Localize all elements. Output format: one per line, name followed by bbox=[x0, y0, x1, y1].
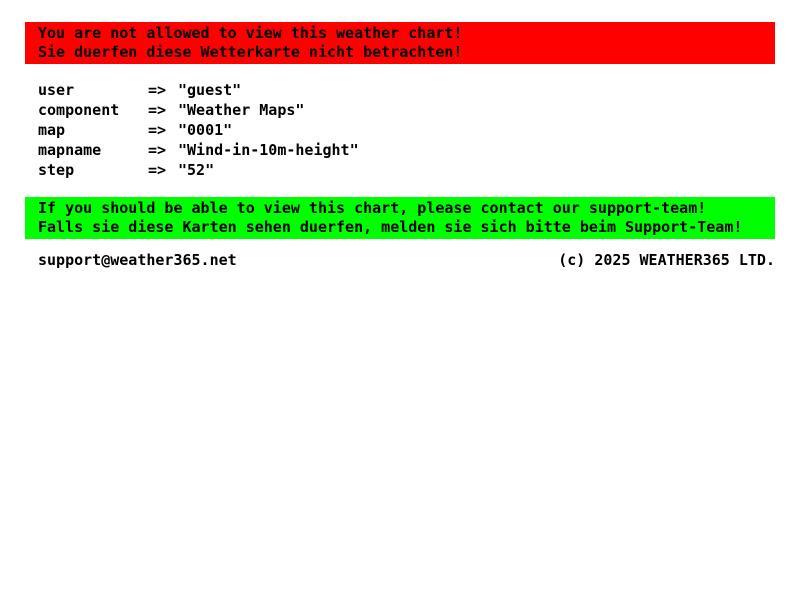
arrow-glyph: => bbox=[148, 161, 167, 179]
detail-value: "Weather Maps" bbox=[178, 101, 305, 119]
arrow-glyph: => bbox=[148, 81, 167, 99]
detail-value: "0001" bbox=[178, 121, 233, 139]
footer bbox=[38, 250, 775, 270]
support-info-line-en: If you should be able to view this chart, please contact our support-team! bbox=[38, 199, 707, 217]
detail-key: user bbox=[38, 81, 75, 99]
detail-row-step bbox=[38, 160, 359, 180]
detail-value: "52" bbox=[178, 161, 215, 179]
detail-row-map bbox=[38, 120, 359, 140]
access-denied-banner bbox=[25, 22, 775, 64]
copyright-notice: (c) 2025 WEATHER365 LTD. bbox=[558, 251, 775, 269]
detail-value: "Wind-in-10m-height" bbox=[178, 141, 359, 159]
arrow-glyph: => bbox=[148, 101, 167, 119]
detail-value: "guest" bbox=[178, 81, 242, 99]
detail-key: map bbox=[38, 121, 66, 139]
detail-key: component bbox=[38, 101, 120, 119]
detail-row-component bbox=[38, 100, 359, 120]
request-details bbox=[38, 80, 359, 180]
arrow-glyph: => bbox=[148, 141, 167, 159]
detail-row-user bbox=[38, 80, 359, 100]
detail-key: step bbox=[38, 161, 75, 179]
support-email: support@weather365.net bbox=[38, 251, 237, 269]
detail-row-mapname bbox=[38, 140, 359, 160]
access-denied-line-en: You are not allowed to view this weather chart! bbox=[38, 24, 463, 42]
access-denied-line-de: Sie duerfen diese Wetterkarte nicht betrachten! bbox=[38, 43, 463, 61]
support-info-banner bbox=[25, 197, 775, 239]
support-info-line-de: Falls sie diese Karten sehen duerfen, melden sie sich bitte beim Support-Team! bbox=[38, 218, 743, 236]
detail-key: mapname bbox=[38, 141, 102, 159]
arrow-glyph: => bbox=[148, 121, 167, 139]
